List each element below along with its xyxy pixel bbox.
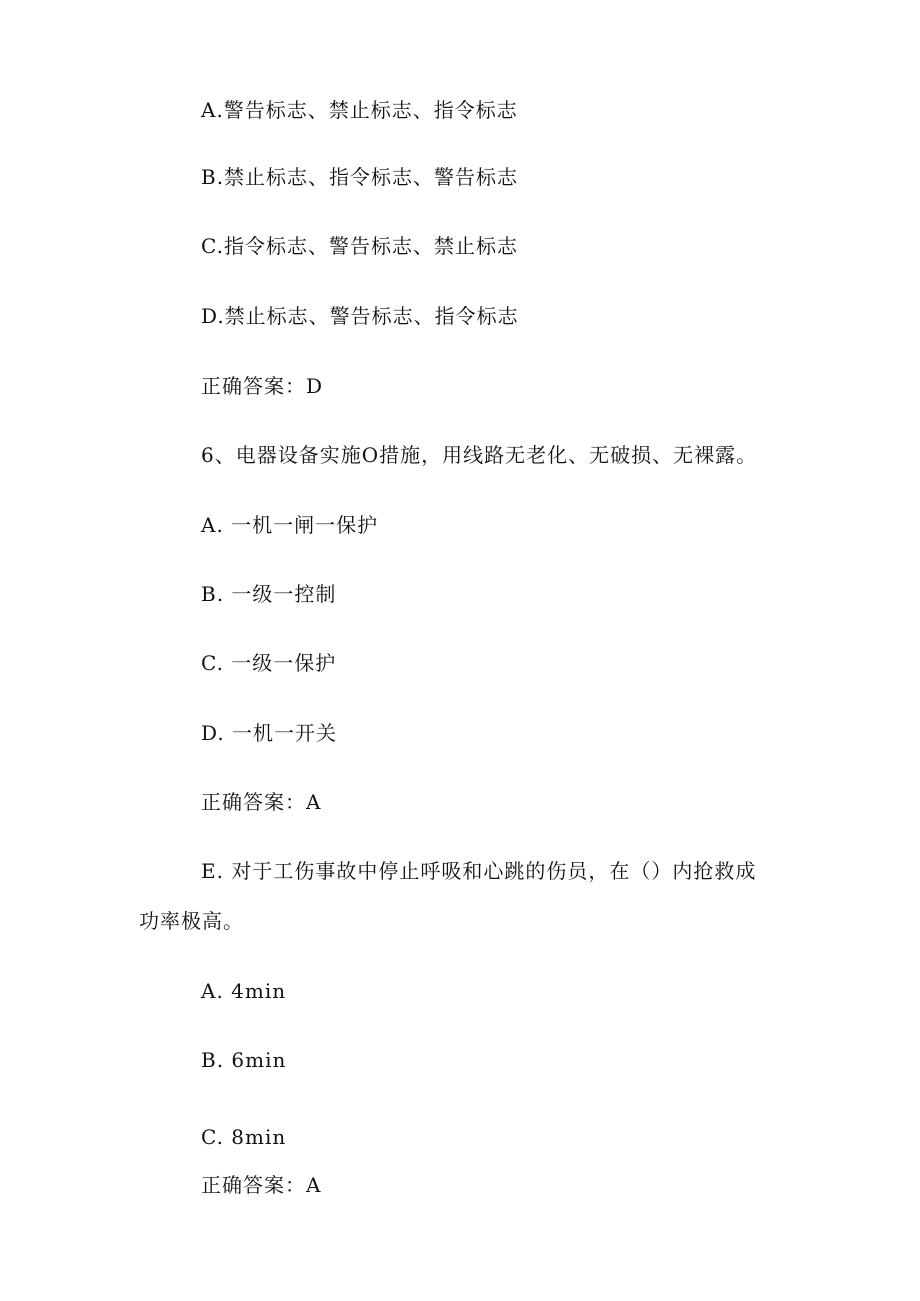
q5-option-c: C.指令标志、警告标志、禁止标志 <box>201 234 518 258</box>
q6-option-a: A. 一机一闸一保护 <box>201 513 379 537</box>
q5-option-b: B.禁止标志、指令标志、警告标志 <box>201 165 519 189</box>
q7-answer: 正确答案：A <box>201 1173 322 1197</box>
q6-option-b: B. 一级一控制 <box>201 582 337 606</box>
q7-option-a: A. 4min <box>201 979 287 1003</box>
q6-option-c: C. 一级一保护 <box>201 651 337 675</box>
q7-option-c: C. 8min <box>201 1125 287 1149</box>
q7-question-line2: 功率极高。 <box>139 909 244 933</box>
q5-answer: 正确答案：D <box>201 374 324 398</box>
q5-option-a: A.警告标志、禁止标志、指令标志 <box>201 98 518 122</box>
q7-question-line1: E. 对于工伤事故中停止呼吸和心跳的伤员，在（）内抢救成 <box>201 859 757 883</box>
q5-option-d: D.禁止标志、警告标志、指令标志 <box>201 304 519 328</box>
q7-option-b: B. 6min <box>201 1048 287 1072</box>
q6-question: 6、电器设备实施O措施，用线路无老化、无破损、无裸露。 <box>201 443 758 467</box>
q6-answer: 正确答案：A <box>201 790 322 814</box>
q6-option-d: D. 一机一开关 <box>201 721 338 745</box>
